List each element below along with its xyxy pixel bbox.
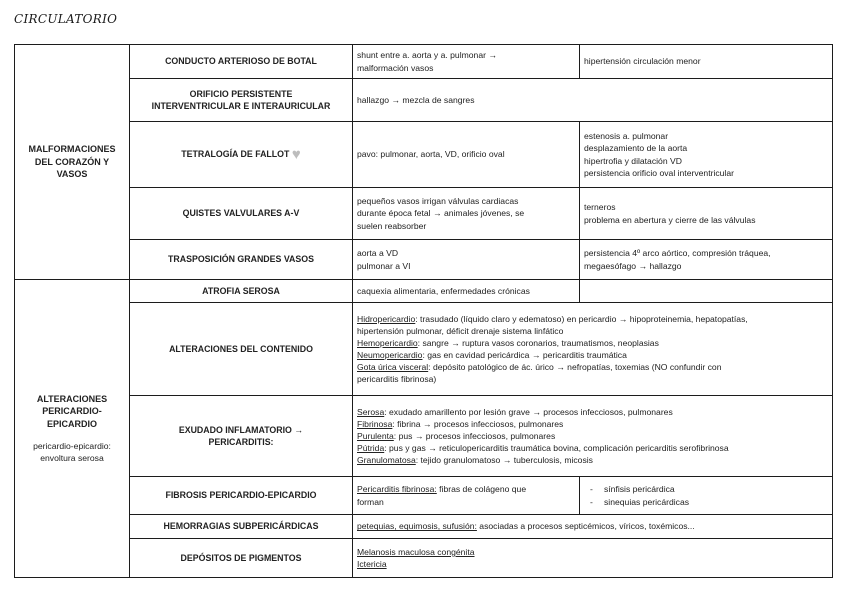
condition-description: shunt entre a. aorta y a. pulmonar → malformación vasos bbox=[353, 45, 580, 79]
condition-notes: hipertensión circulación menor bbox=[580, 45, 833, 79]
condition-description: Pericarditis fibrinosa: fibras de colágeno que forman bbox=[353, 477, 580, 515]
condition-notes: estenosis a. pulmonar desplazamiento de la aorta hipertrofia y dilatación VD persistencia orificio oval interventricular bbox=[580, 122, 833, 188]
condition-notes: persistencia 4º arco aórtico, compresión tráquea, megaesófago → hallazgo bbox=[580, 240, 833, 280]
table-row bbox=[15, 396, 833, 477]
condition-notes bbox=[580, 477, 833, 515]
condition-name: DEPÓSITOS DE PIGMENTOS bbox=[130, 539, 353, 578]
group-label-malformaciones: MALFORMACIONES DEL CORAZÓN Y VASOS bbox=[15, 45, 130, 280]
table-row bbox=[15, 280, 833, 303]
condition-name: ORIFICIO PERSISTENTE INTERVENTRICULAR E INTERAURICULAR bbox=[130, 79, 353, 122]
condition-name: CONDUCTO ARTERIOSO DE BOTAL bbox=[130, 45, 353, 79]
table-row bbox=[15, 45, 833, 79]
condition-name: TETRALOGÍA DE FALLOT ♥ bbox=[130, 122, 353, 188]
table-row bbox=[15, 240, 833, 280]
page-title: CIRCULATORIO bbox=[14, 12, 118, 26]
condition-description: petequias, equimosis, sufusión: asociadas a procesos septicémicos, víricos, toxémicos... bbox=[353, 515, 833, 539]
empty-cell bbox=[580, 280, 833, 303]
condition-name: FIBROSIS PERICARDIO-EPICARDIO bbox=[130, 477, 353, 515]
table-row bbox=[15, 122, 833, 188]
condition-name: EXUDADO INFLAMATORIO → PERICARDITIS: bbox=[130, 396, 353, 477]
table-row bbox=[15, 303, 833, 396]
condition-description: pequeños vasos irrigan válvulas cardiacas durante época fetal → animales jóvenes, se suelen reabsorber bbox=[353, 188, 580, 240]
condition-description: Serosa: exudado amarillento por lesión grave → procesos infecciosos, pulmonares Fibrinosa: fibrina → procesos infecciosos, pulmonares Purulenta: pus → procesos infecciosos, pulmonares Pútrida: pus y gas → reticulopericarditis traumática bovina, complicación pericarditis serofibrinosa Granulomatosa: tejido granulomatoso → tuberculosis, micosis bbox=[353, 396, 833, 477]
table-row bbox=[15, 539, 833, 578]
table-row bbox=[15, 79, 833, 122]
condition-name: ATROFIA SEROSA bbox=[130, 280, 353, 303]
dash-list: - sínfisis pericárdica - sinequias pericárdicas bbox=[584, 483, 828, 507]
condition-description: Hidropericardio: trasudado (líquido claro y edematoso) en pericardio → hipoproteinemia, hepatopatías, hipertensión pulmonar, déficit drenaje sistema linfático Hemopericardio: sangre → ruptura vasos coronarios, traumatismos, neoplasias Neumopericardio: gas en cavidad pericárdica → pericarditis traumática Gota úrica visceral: depósito patológico de ác. úrico → nefropatías, toxemias (NO confundir con pericarditis fibrinosa) bbox=[353, 303, 833, 396]
group-note: pericardio-epicardio: envoltura serosa bbox=[33, 441, 111, 464]
circulatory-table bbox=[14, 44, 833, 578]
condition-notes: terneros problema en abertura y cierre de las válvulas bbox=[580, 188, 833, 240]
table-row bbox=[15, 515, 833, 539]
table-row bbox=[15, 477, 833, 515]
condition-name: ALTERACIONES DEL CONTENIDO bbox=[130, 303, 353, 396]
group-label-pericardio: ALTERACIONES PERICARDIO- EPICARDIO pericardio-epicardio: envoltura serosa bbox=[15, 280, 130, 578]
condition-name: TRASPOSICIÓN GRANDES VASOS bbox=[130, 240, 353, 280]
heart-icon: ♥ bbox=[291, 146, 301, 163]
table-row bbox=[15, 188, 833, 240]
condition-name: HEMORRAGIAS SUBPERICÁRDICAS bbox=[130, 515, 353, 539]
condition-description: hallazgo → mezcla de sangres bbox=[353, 79, 833, 122]
condition-name: QUISTES VALVULARES A-V bbox=[130, 188, 353, 240]
condition-description: aorta a VD pulmonar a VI bbox=[353, 240, 580, 280]
condition-description: caquexia alimentaria, enfermedades crónicas bbox=[353, 280, 580, 303]
condition-description: pavo: pulmonar, aorta, VD, orificio oval bbox=[353, 122, 580, 188]
condition-description: Melanosis maculosa congénita Ictericia bbox=[353, 539, 833, 578]
